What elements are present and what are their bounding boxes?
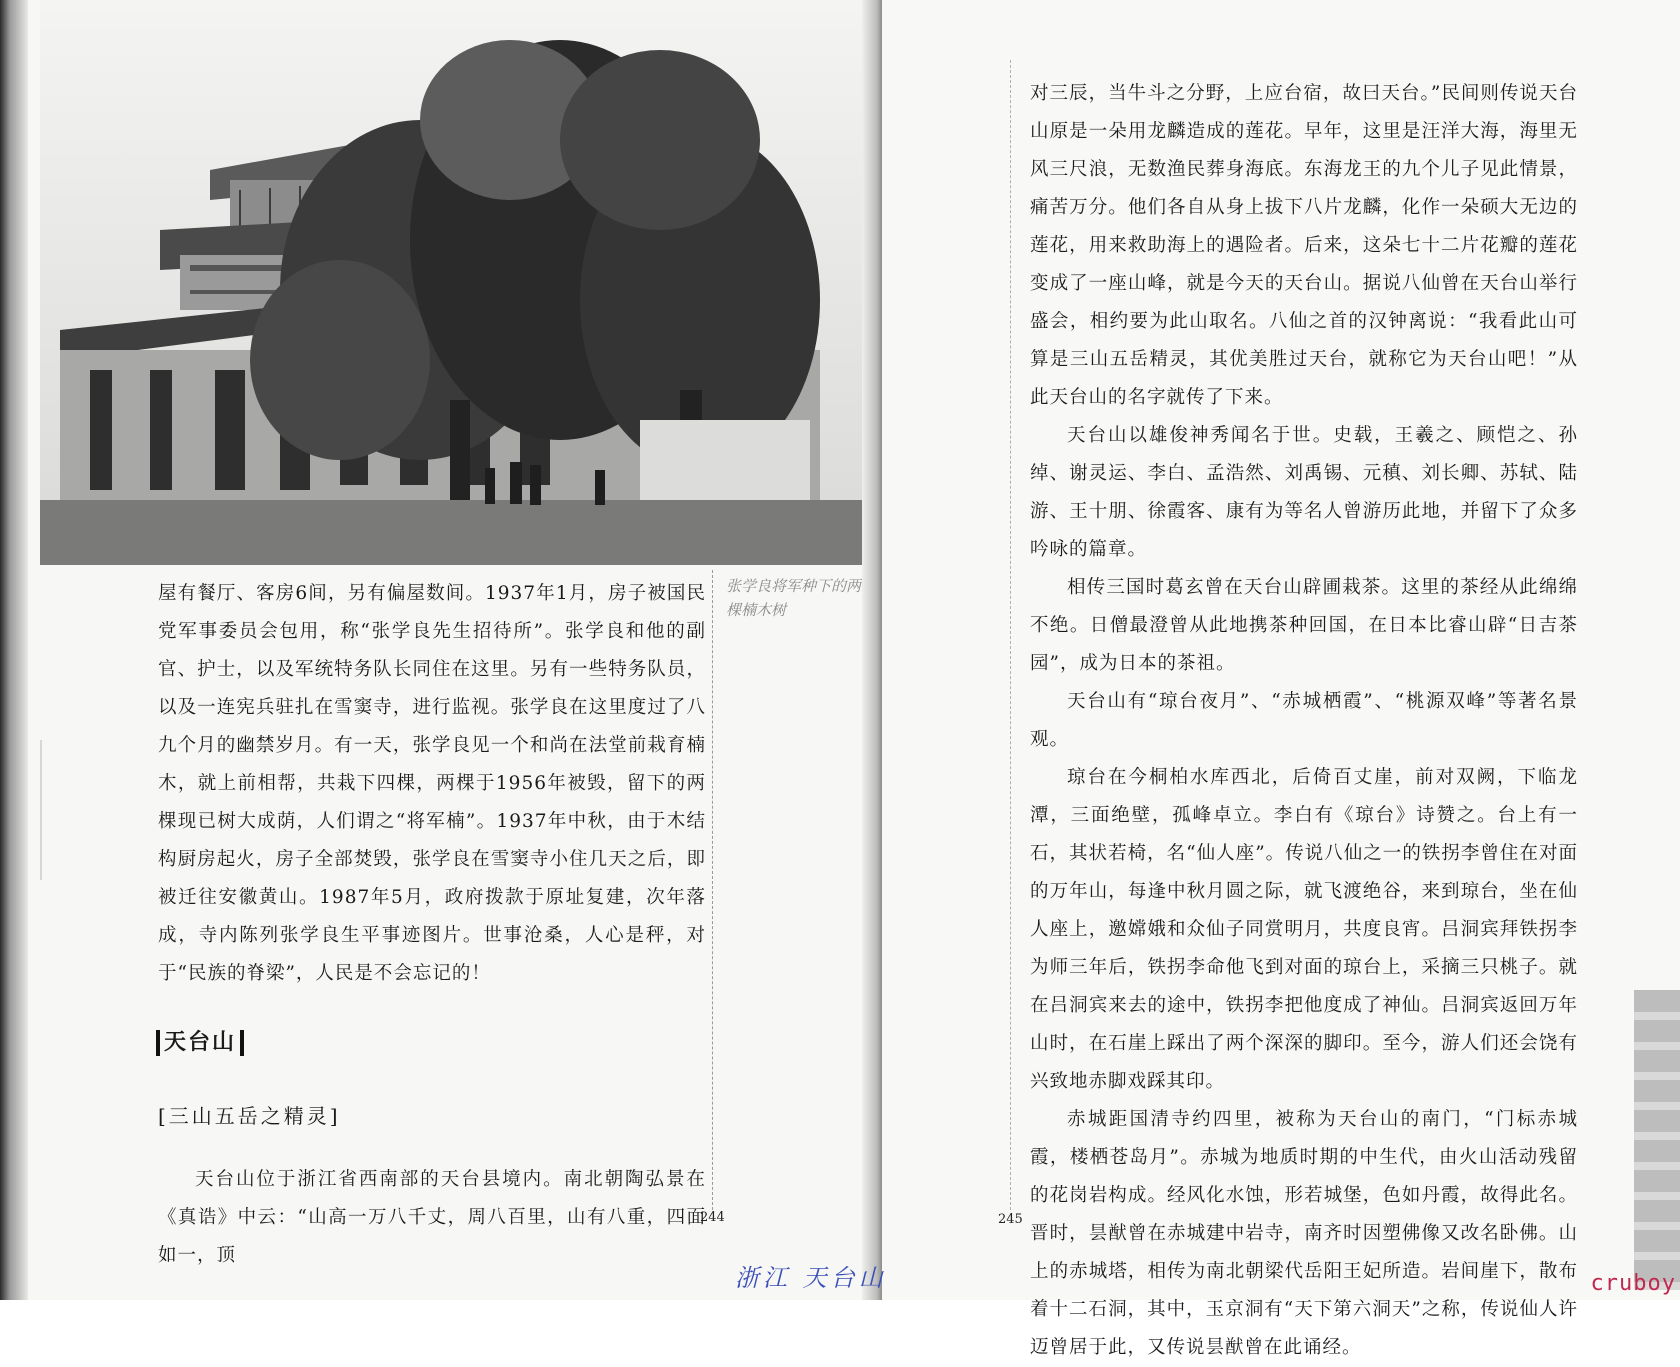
section-text	[158, 1142, 706, 1293]
margin-mark	[40, 740, 66, 880]
section-title-text: 天台山	[164, 1030, 237, 1055]
title-bar-left	[156, 1030, 160, 1056]
paragraph-6: 赤城距国清寺约四里，被称为天台山的南门，“门标赤城霞，楼栖苍岛月”。赤城为地质时期的中生代，由火山活动残留的花岗岩构成。经风化水蚀，形若城堡，色如丹霞，故得此名。晋时，昙猷曾在赤城建中岩寺，南齐时因塑佛像又改名卧佛。山上的赤城塔，相传为南北朝梁代岳阳王妃所造。岩间崖下，散布着十二石洞，其中，玉京洞有“天下第六洞天”之称，传说仙人许迈曾居于此，又传说昙猷曾在此诵经。	[1030, 1109, 1578, 1358]
left-binding-edge	[0, 0, 28, 1300]
edge-shading	[1634, 990, 1680, 1290]
right-margin-rule	[1010, 60, 1012, 1210]
paragraph-3: 相传三国时葛玄曾在天台山辟圃栽茶。这里的茶经从此绵绵不绝。日僧最澄曾从此地携茶种回国，在日本比睿山辟“日吉茶园”，成为日本的茶祖。	[1030, 577, 1578, 674]
right-body-text	[1030, 75, 1578, 1367]
paragraph-5: 琼台在今桐柏水库西北，后倚百丈崖，前对双阙，下临龙潭，三面绝壁，孤峰卓立。李白有《琼台》诗赞之。台上有一石，其状若椅，名“仙人座”。传说八仙之一的铁拐李曾住在对面的万年山，每逢中秋月圆之际，就飞渡绝谷，来到琼台，坐在仙人座上，邀嫦娥和众仙子同赏明月，共度良宵。吕洞宾拜铁拐李为师三年后，铁拐李命他飞到对面的琼台上，采摘三只桃子。就在吕洞宾来去的途中，铁拐李把他度成了神仙。吕洞宾返回万年山时，在石崖上踩出了两个深深的脚印。至今，游人们还会饶有兴致地赤脚戏踩其印。	[1030, 767, 1578, 1092]
temple-photo	[40, 0, 870, 565]
photo-caption: 张学良将军种下的两棵楠木树	[726, 577, 862, 619]
left-body-text	[158, 575, 706, 993]
paragraph-2: 天台山以雄俊神秀闻名于世。史载，王羲之、顾恺之、孙绰、谢灵运、李白、孟浩然、刘禹锡、元稹、刘长卿、苏轼、陆游、王十朋、徐霞客、康有为等名人曾游历此地，并留下了众多吟咏的篇章。	[1030, 425, 1578, 560]
subsection-title: [三山五岳之精灵]	[158, 1104, 341, 1128]
handwritten-note: 浙江 天台山	[735, 1264, 887, 1292]
title-bar-right	[240, 1030, 244, 1056]
left-page	[0, 0, 878, 1300]
section-paragraph: 天台山位于浙江省西南部的天台县境内。南北朝陶弘景在《真诰》中云：“山高一万八千丈，周八百里，山有八重，四面如一，顶	[158, 1168, 706, 1266]
page-number-right: 245	[998, 1212, 1023, 1227]
section-title	[152, 1025, 248, 1056]
paragraph-1: 对三辰，当牛斗之分野，上应台宿，故曰天台。”民间则传说天台山原是一朵用龙麟造成的莲花。早年，这里是汪洋大海，海里无风三尺浪，无数渔民葬身海底。东海龙王的九个儿子见此情景，痛苦万分。他们各自从身上拔下八片龙麟，化作一朵硕大无边的莲花，用来救助海上的遇险者。后来，这朵七十二片花瓣的莲花变成了一座山峰，就是今天的天台山。据说八仙曾在天台山举行盛会，相约要为此山取名。八仙之首的汉钟离说：“我看此山可算是三山五岳精灵，其优美胜过天台，就称它为天台山吧！”从此天台山的名字就传了下来。	[1030, 83, 1578, 408]
paragraph-4: 天台山有“琼台夜月”、“赤城栖霞”、“桃源双峰”等著名景观。	[1030, 691, 1578, 750]
page-number-left: 244	[700, 1210, 725, 1225]
watermark: cruboy	[1590, 1271, 1676, 1296]
body-paragraph: 屋有餐厅、客房6间，另有偏屋数间。1937年1月，房子被国民党军事委员会包用，称“张学良先生招待所”。张学良和他的副官、护士，以及军统特务队长同住在这里。另有一些特务队员，以及一连宪兵驻扎在雪窦寺，进行监视。张学良在这里度过了八九个月的幽禁岁月。有一天，张学良见一个和尚在法堂前栽育楠木，就上前相帮，共栽下四棵，两棵于1956年被毁，留下的两棵现已树大成荫，人们谓之“将军楠”。1937年中秋，由于木结构厨房起火，房子全部焚毁，张学良在雪窦寺小住几天之后，即被迁往安徽黄山。1987年5月，政府拨款于原址复建，次年落成，寺内陈列张学良生平事迹图片。世事沧桑，人心是秤，对于“民族的脊梁”，人民是不会忘记的！	[158, 583, 706, 984]
caption-divider	[712, 570, 714, 1210]
